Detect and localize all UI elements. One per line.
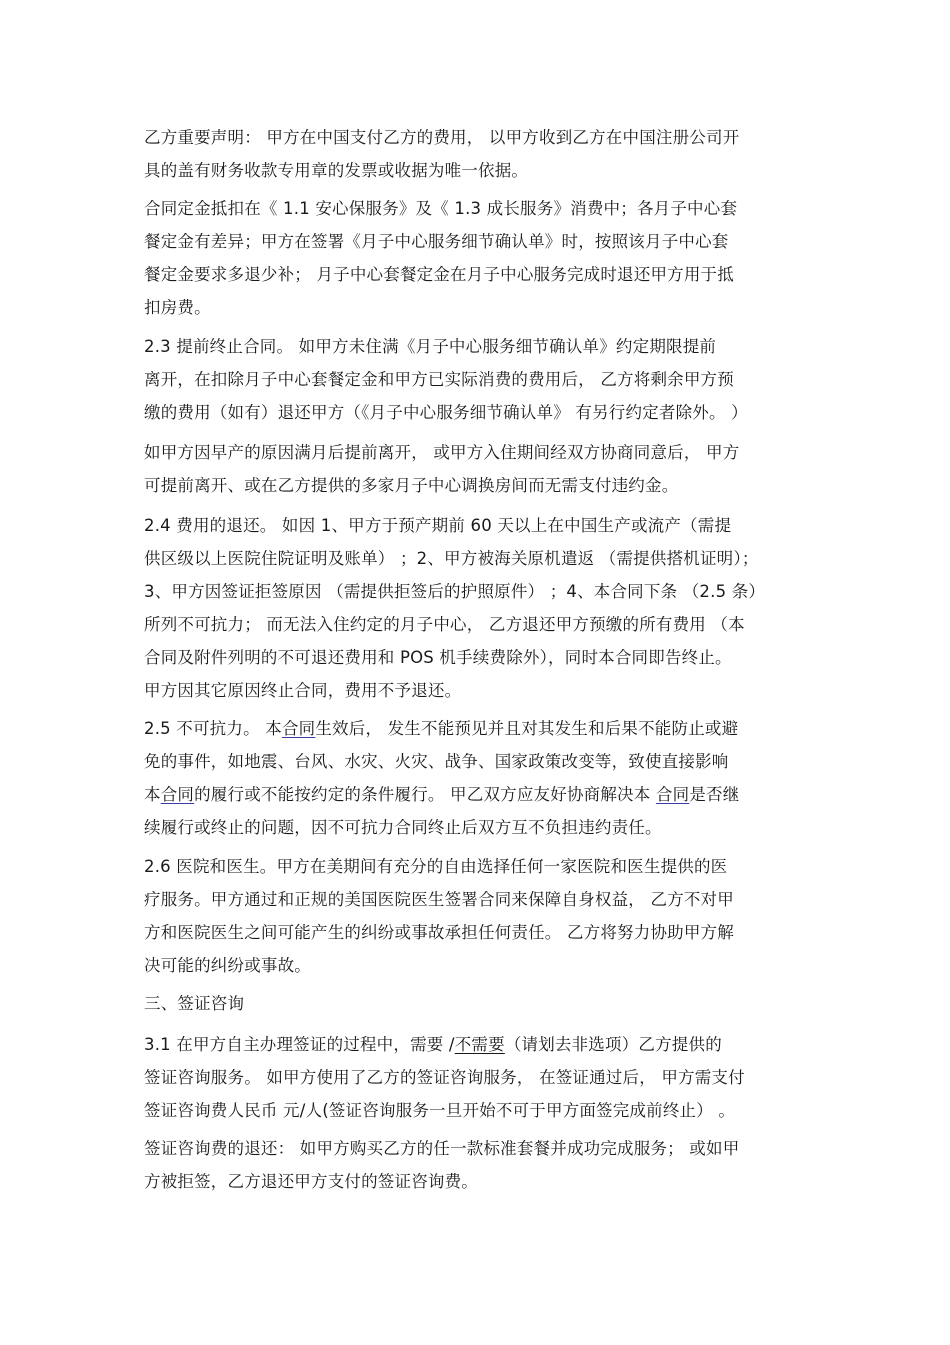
text-line: 签证咨询费人民币 元/人(签证咨询服务一旦开始不可于甲方面签完成前终止） 。 [144, 1101, 736, 1120]
text-line: 疗服务。甲方通过和正规的美国医院医生签署合同来保障自身权益， 乙方不对甲 [144, 890, 734, 909]
text-segment: 2.5 不可抗力。 本 [144, 719, 282, 738]
text-line: 合同及附件列明的不可退还费用和 POS 机手续费除外），同时本合同即告终止。 [144, 648, 732, 667]
text-line: 扣房费。 [144, 298, 211, 317]
section-2-3 [144, 330, 824, 429]
text-line: 决可能的纠纷或事故。 [144, 956, 311, 975]
text-line: 合同定金抵扣在《 1.1 安心保服务》及《 1.3 成长服务》消费中；各月子中心套 [144, 199, 738, 218]
section-3-1 [144, 1028, 824, 1127]
text-line: 如甲方因早产的原因满月后提前离开， 或甲方入住期间经双方协商同意后， 甲方 [144, 443, 740, 462]
text-segment: 的履行或不能按约定的条件履行。 甲乙双方应友好协商解决本 [194, 785, 656, 804]
text-line: 缴的费用（如有）退还甲方（《月子中心服务细节确认单》 有另行约定者除外。 ） [144, 403, 748, 422]
text-line [144, 712, 824, 745]
text-segment: （请划去非选项）乙方提供的 [504, 1035, 722, 1054]
section-3-heading [144, 987, 824, 1020]
text-line: 乙方重要声明： 甲方在中国支付乙方的费用， 以甲方收到乙方在中国注册公司开 [144, 128, 740, 147]
text-line: 可提前离开、或在乙方提供的多家月子中心调换房间而无需支付违约金。 [144, 476, 679, 495]
text-line: 餐定金要求多退少补； 月子中心套餐定金在月子中心服务完成时退还甲方用于抵 [144, 265, 734, 284]
text-line: 签证咨询费的退还： 如甲方购买乙方的任一款标准套餐并成功完成服务； 或如甲 [144, 1139, 740, 1158]
text-line: 3、甲方因签证拒签原因 （需提供拒签后的护照原件） ；4、本合同下条 （2.5 条） [144, 582, 766, 601]
section-2-6 [144, 850, 824, 982]
text-line: 方被拒签，乙方退还甲方支付的签证咨询费。 [144, 1172, 478, 1191]
option-underlined: 不需要 [454, 1035, 505, 1054]
text-line: 续履行或终止的问题，因不可抗力合同终止后双方互不负担违约责任。 [144, 818, 662, 837]
text-line: 方和医院医生之间可能产生的纠纷或事故承担任何责任。 乙方将努力协助甲方解 [144, 923, 734, 942]
text-segment: 本 [144, 785, 161, 804]
text-line: 免的事件，如地震、台风、水灾、火灾、战争、国家政策改变等，致使直接影响 [144, 752, 729, 771]
text-line: 甲方因其它原因终止合同，费用不予退还。 [144, 681, 462, 700]
text-line: 餐定金有差异；甲方在签署《月子中心服务细节确认单》时，按照该月子中心套 [144, 232, 729, 251]
text-segment: 3.1 在甲方自主办理签证的过程中，需要 / [144, 1035, 455, 1054]
declaration-paragraph [144, 121, 824, 187]
text-line [144, 778, 824, 811]
visa-fee-refund [144, 1132, 824, 1198]
text-line: 供区级以上医院住院证明及账单） ；2、甲方被海关原机遣返 （需提供搭机证明）； [144, 549, 759, 568]
contract-link[interactable]: 合同 [160, 785, 195, 804]
text-line: 2.3 提前终止合同。 如甲方未住满《月子中心服务细节确认单》约定期限提前 [144, 337, 717, 356]
section-title: 三、签证咨询 [144, 994, 245, 1013]
section-2-5 [144, 712, 824, 844]
section-2-4 [144, 509, 824, 707]
contract-link[interactable]: 合同 [655, 785, 690, 804]
text-line: 具的盖有财务收款专用章的发票或收据为唯一依据。 [144, 161, 529, 180]
text-segment: 生效后， 发生不能预见并且对其发生和后果不能防止或避 [315, 719, 739, 738]
text-line: 所列不可抗力； 而无法入住约定的月子中心， 乙方退还甲方预缴的所有费用 （本 [144, 615, 745, 634]
contract-link[interactable]: 合同 [281, 719, 316, 738]
text-line: 2.4 费用的退还。 如因 1、甲方于预产期前 60 天以上在中国生产或流产（需提 [144, 516, 732, 535]
section-2-3-continued [144, 436, 824, 502]
text-line: 签证咨询服务。 如甲方使用了乙方的签证咨询服务， 在签证通过后， 甲方需支付 [144, 1068, 745, 1087]
text-line: 离开，在扣除月子中心套餐定金和甲方已实际消费的费用后， 乙方将剩余甲方预 [144, 370, 734, 389]
text-line: 2.6 医院和医生。甲方在美期间有充分的自由选择任何一家医院和医生提供的医 [144, 857, 728, 876]
deposit-paragraph [144, 192, 824, 324]
text-line [144, 1028, 824, 1061]
text-segment: 是否继 [689, 785, 740, 804]
